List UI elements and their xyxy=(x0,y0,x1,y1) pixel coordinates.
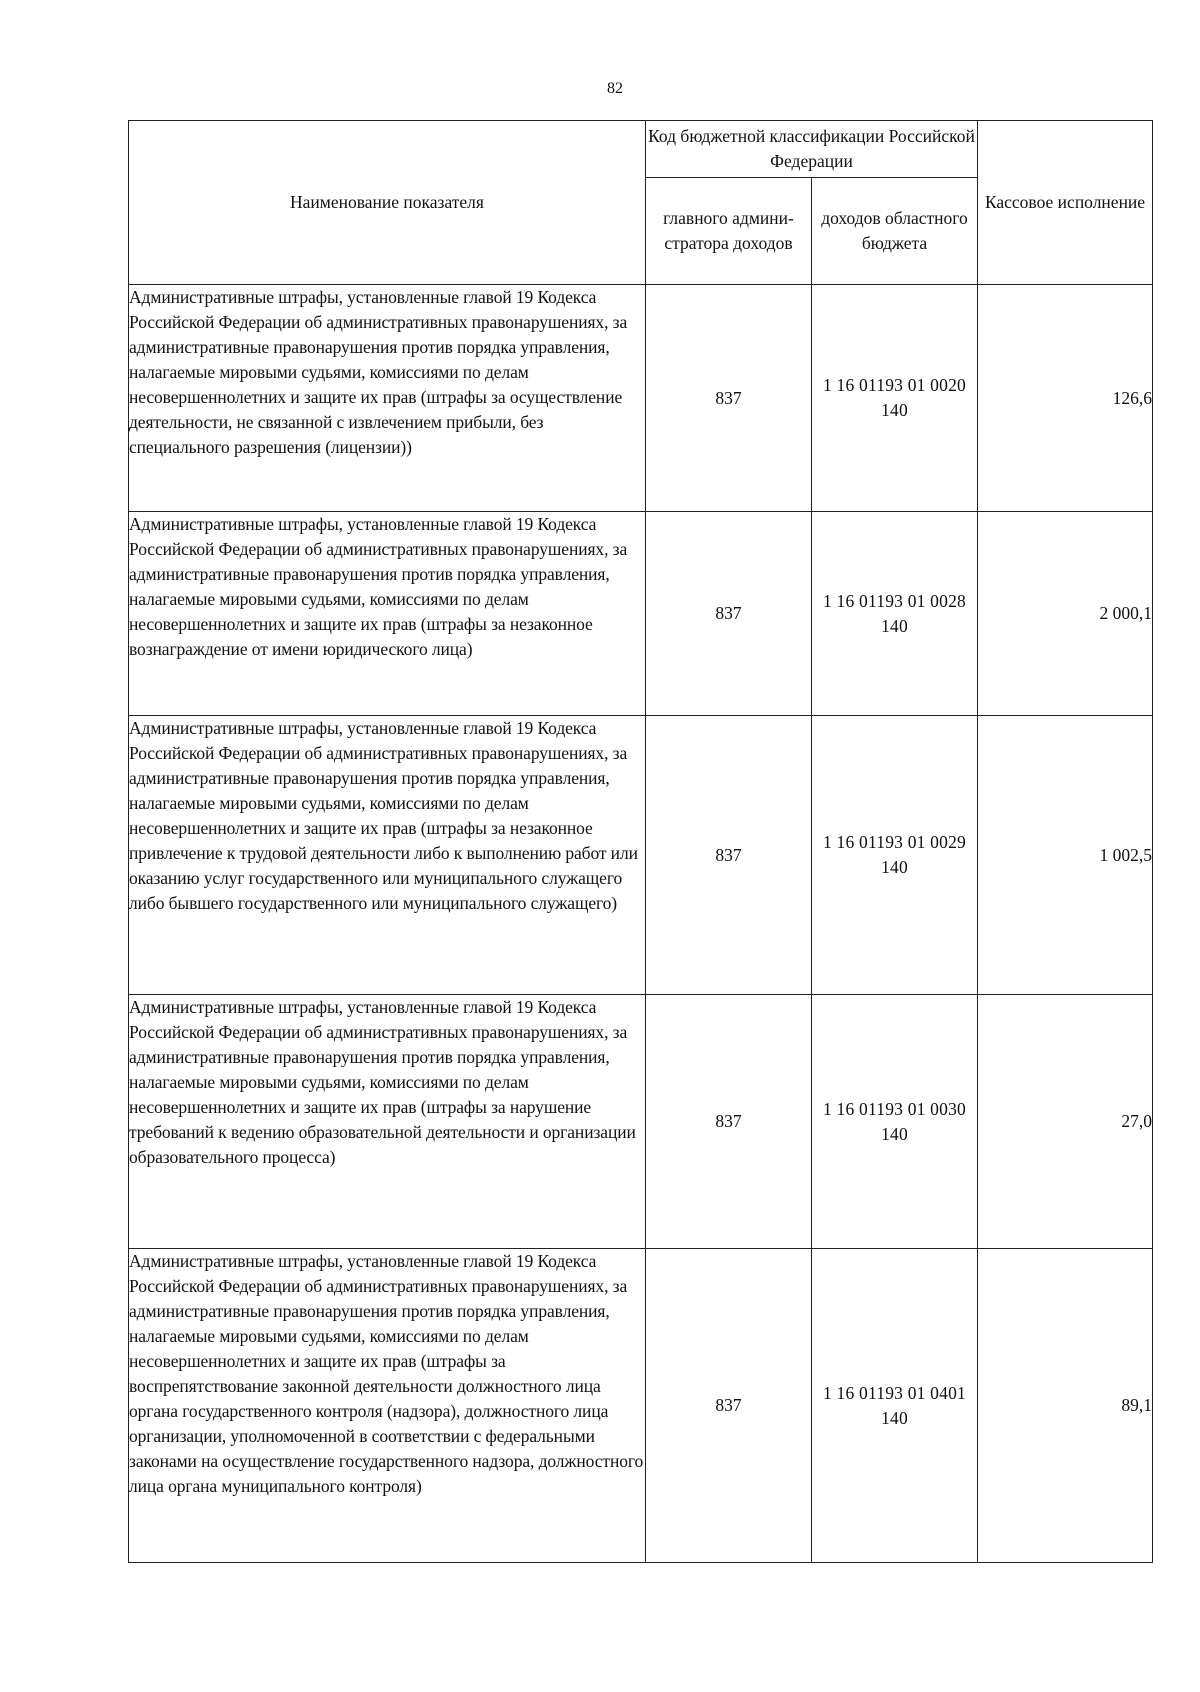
indicator-name: Административные штрафы, установленные главой 19 Кодекса Российской Федерации об административных правонарушениях, за административные правонарушения против порядка управления, налагаемые мировыми судьями, комиссиями по делам несовершеннолетних и защите их прав (штрафы за осуществление деятельности, не связанной с извлечением прибыли, без специального разрешения (лицензии)) xyxy=(129,285,646,512)
indicator-name: Административные штрафы, установленные главой 19 Кодекса Российской Федерации об административных правонарушениях, за административные правонарушения против порядка управления, налагаемые мировыми судьями, комиссиями по делам несовершеннолетних и защите их прав (штрафы за нарушение требований к ведению образовательной деятельности и организации образовательного процесса) xyxy=(129,995,646,1249)
admin-code: 837 xyxy=(646,995,812,1249)
table-row xyxy=(129,1249,1153,1563)
table-row xyxy=(129,512,1153,716)
indicator-name: Административные штрафы, установленные главой 19 Кодекса Российской Федерации об административных правонарушениях, за административные правонарушения против порядка управления, налагаемые мировыми судьями, комиссиями по делам несовершеннолетних и защите их прав (штрафы за незаконное вознаграждение от имени юридического лица) xyxy=(129,512,646,716)
header-cash-execution: Кассовое исполнение xyxy=(978,121,1153,285)
header-chief-administrator: главного админи-стратора доходов xyxy=(646,178,812,285)
budget-classification-code: 1 16 01193 01 0029 140 xyxy=(812,716,978,995)
page-number: 82 xyxy=(607,80,623,97)
budget-classification-code: 1 16 01193 01 0020 140 xyxy=(812,285,978,512)
cash-execution-amount: 126,6 xyxy=(978,285,1153,512)
header-indicator-name: Наименование показателя xyxy=(129,121,646,285)
admin-code: 837 xyxy=(646,512,812,716)
cash-execution-amount: 89,1 xyxy=(978,1249,1153,1563)
indicator-name: Административные штрафы, установленные главой 19 Кодекса Российской Федерации об административных правонарушениях, за административные правонарушения против порядка управления, налагаемые мировыми судьями, комиссиями по делам несовершеннолетних и защите их прав (штрафы за воспрепятствование законной деятельности должностного лица органа государственного контроля (надзора), должностного лица организации, уполномоченной в соответствии с федеральными законами на осуществление государственного надзора, должностного лица органа муниципального контроля) xyxy=(129,1249,646,1563)
table-row xyxy=(129,716,1153,995)
admin-code: 837 xyxy=(646,285,812,512)
cash-execution-amount: 1 002,5 xyxy=(978,716,1153,995)
admin-code: 837 xyxy=(646,1249,812,1563)
budget-revenue-table xyxy=(128,120,1153,1563)
table-row xyxy=(129,285,1153,512)
cash-execution-amount: 2 000,1 xyxy=(978,512,1153,716)
indicator-name: Административные штрафы, установленные главой 19 Кодекса Российской Федерации об административных правонарушениях, за административные правонарушения против порядка управления, налагаемые мировыми судьями, комиссиями по делам несовершеннолетних и защите их прав (штрафы за незаконное привлечение к трудовой деятельности либо к выполнению работ или оказанию услуг государственного или муниципального служащего либо бывшего государственного или муниципального служащего) xyxy=(129,716,646,995)
header-regional-income: доходов областного бюджета xyxy=(812,178,978,285)
budget-classification-code: 1 16 01193 01 0401 140 xyxy=(812,1249,978,1563)
budget-classification-code: 1 16 01193 01 0028 140 xyxy=(812,512,978,716)
budget-classification-code: 1 16 01193 01 0030 140 xyxy=(812,995,978,1249)
admin-code: 837 xyxy=(646,716,812,995)
cash-execution-amount: 27,0 xyxy=(978,995,1153,1249)
table-row xyxy=(129,995,1153,1249)
header-classification-code: Код бюджетной классификации Российской Федерации xyxy=(646,121,978,178)
